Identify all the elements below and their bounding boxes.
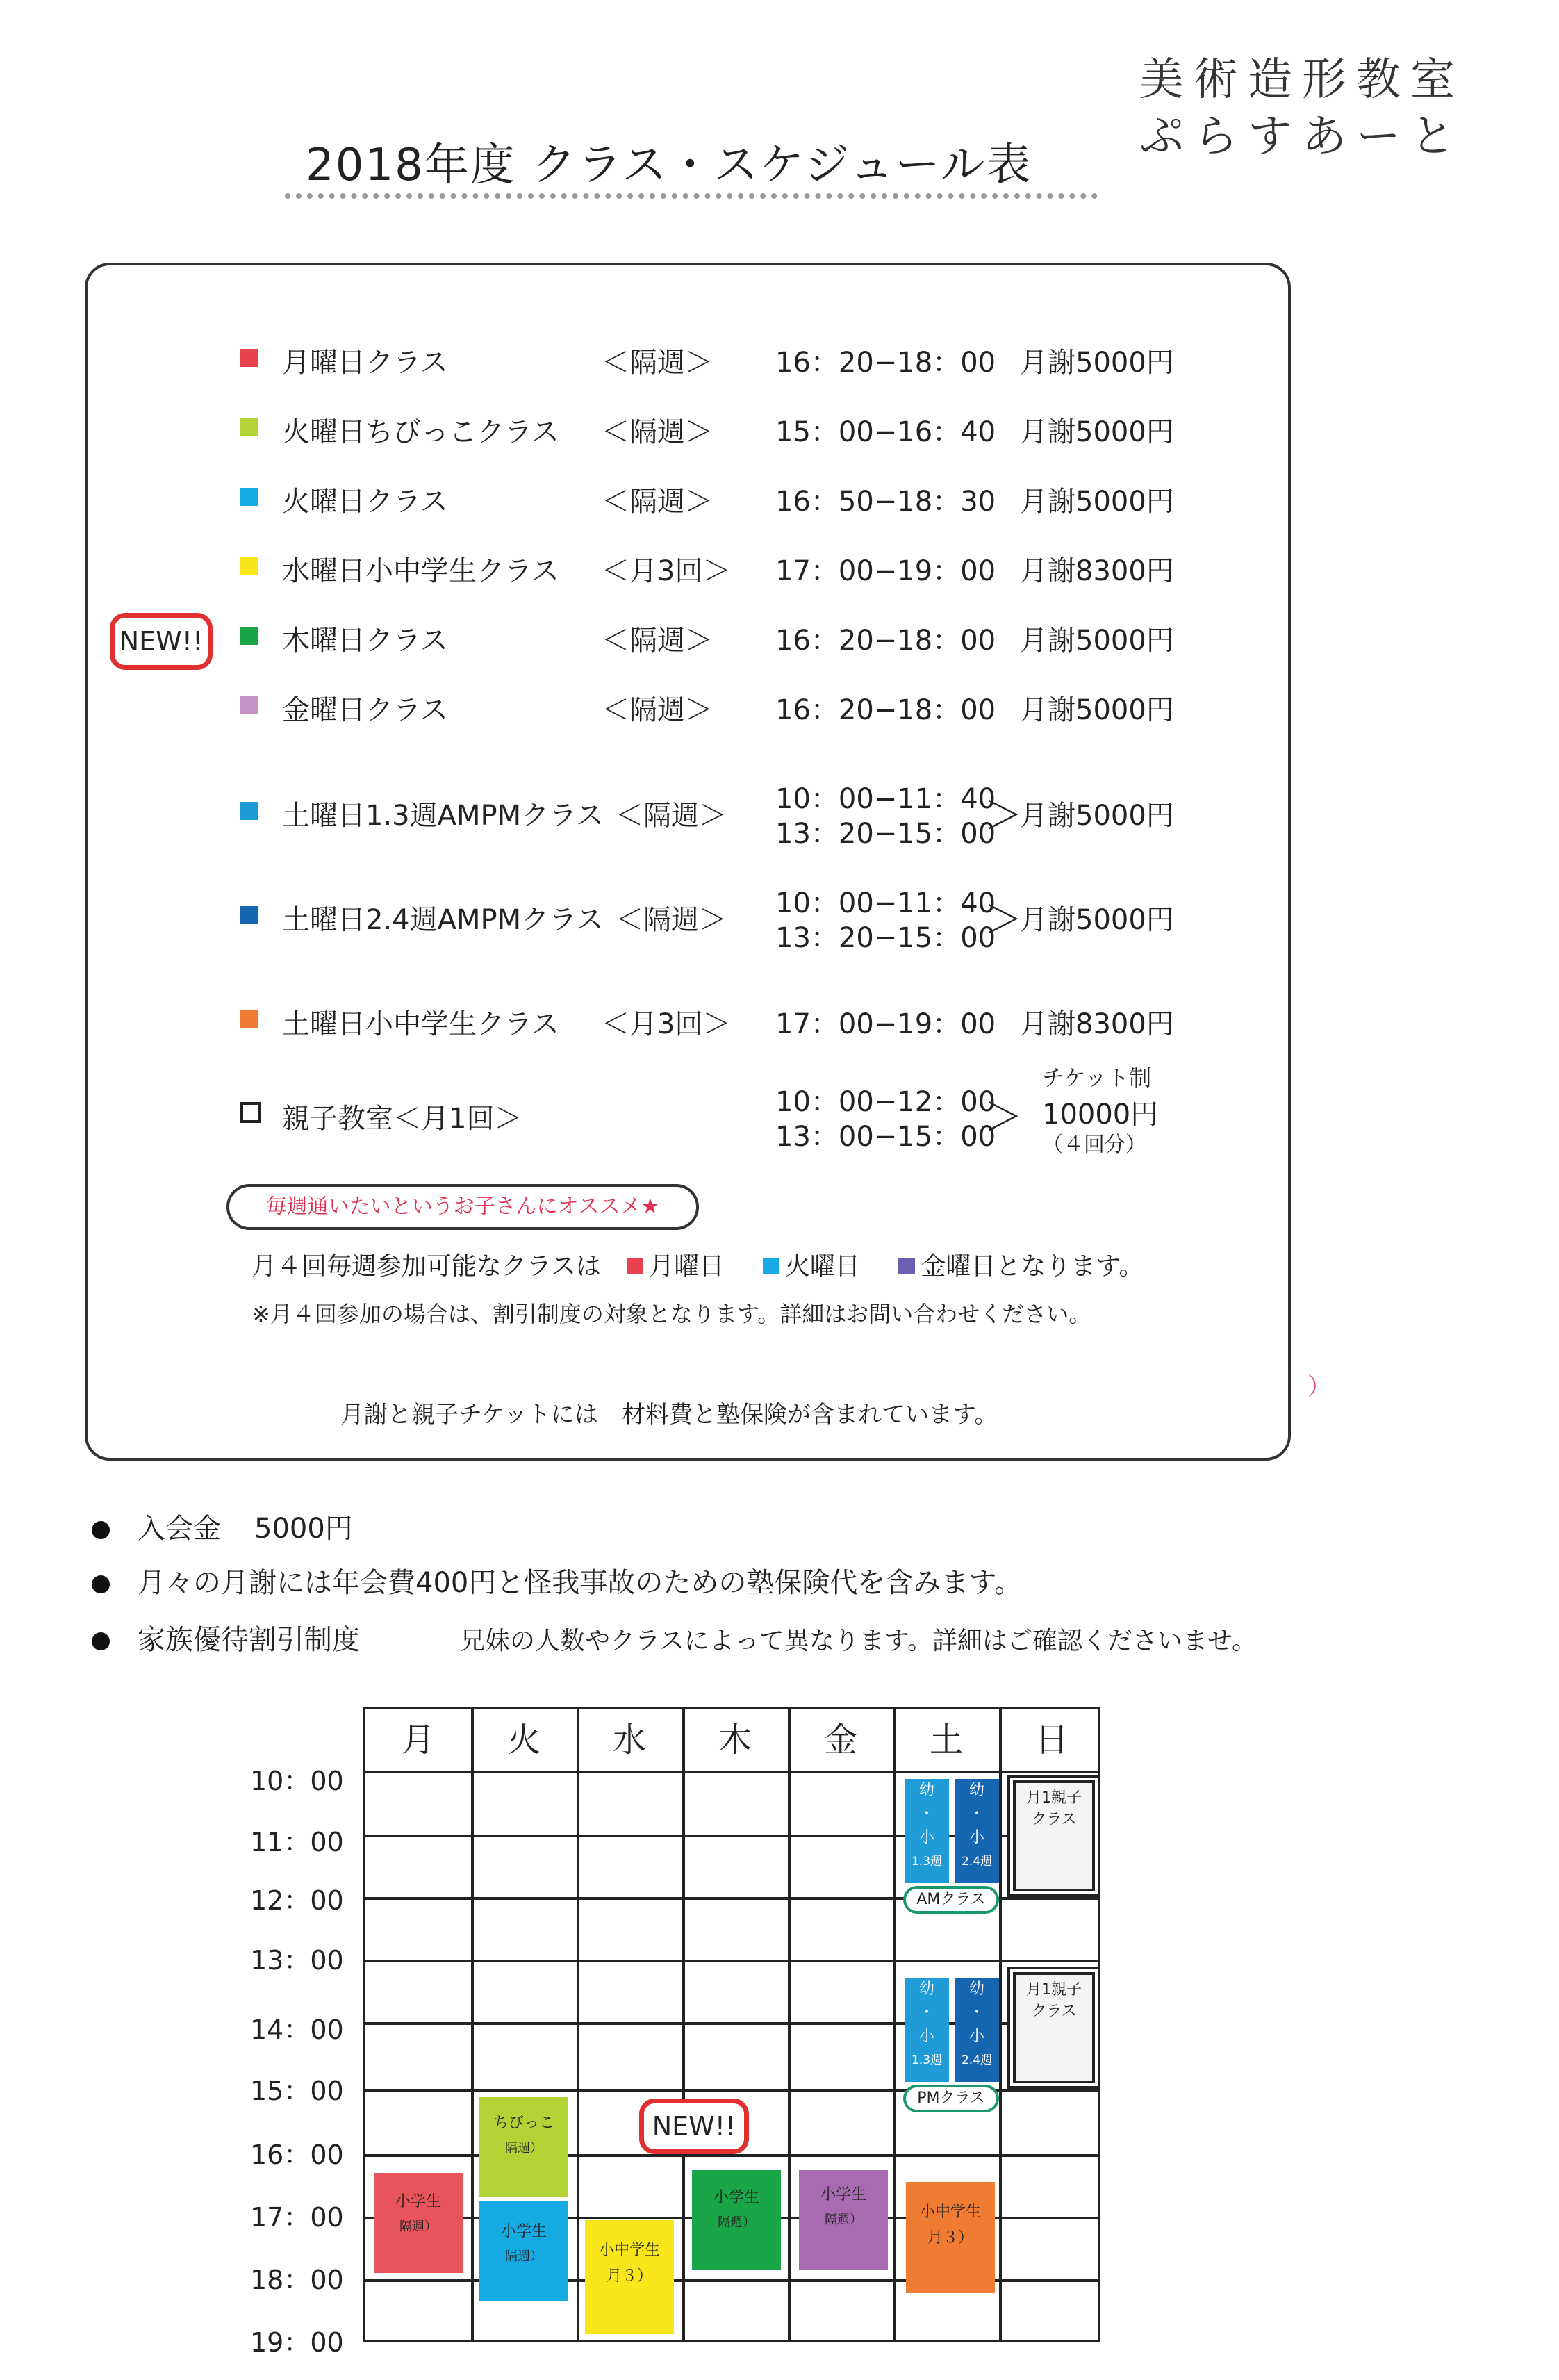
bullet-text: 兄妹の人数やクラスによって異なります。詳細はご確認くださいませ。 <box>460 1627 1257 1655</box>
includes-note: 月謝と親子チケットには 材料費と塾保険が含まれています。 <box>340 1401 998 1429</box>
logo <box>1139 51 1465 165</box>
time-label: 11：00 <box>250 1827 344 1857</box>
wed-class-block <box>585 2220 674 2334</box>
family-time-2: 13：00−15：00 <box>775 1121 996 1153</box>
sat-jh-class-block <box>906 2182 995 2293</box>
bullet-family-discount <box>92 1618 1257 1657</box>
class-color-square-icon <box>240 906 258 924</box>
sat-week: 2.4週 <box>961 1855 993 1869</box>
sat-label-b: 小 <box>968 1829 984 1846</box>
block-label: 小中学生 <box>919 2203 981 2221</box>
schedule-box <box>85 263 1291 1461</box>
sat-pm-24-block <box>955 1978 999 2082</box>
bullet-monthly-fee <box>92 1561 1022 1600</box>
block-label: 小中学生 <box>598 2242 660 2259</box>
class-color-square-icon <box>240 349 258 367</box>
time-label: 12：00 <box>250 1885 344 1916</box>
block-label: 小学生 <box>820 2186 866 2203</box>
family-square-icon <box>240 1102 261 1123</box>
family-class-name: 親子教室＜月1回＞ <box>282 1103 522 1135</box>
sun-pm-family-block <box>1007 1967 1100 2089</box>
grid-row-line <box>365 2154 1098 2157</box>
block-sublabel: クラス <box>1031 2003 1077 2020</box>
class-fee: 月謝5000円 <box>1020 904 1174 936</box>
block-sublabel: クラス <box>1031 1811 1077 1828</box>
day-header: 土 <box>929 1721 963 1759</box>
time-label: 10：00 <box>250 1766 344 1796</box>
class-time-2: 13：20−15：00 <box>775 922 996 954</box>
stray-mark: ） <box>1308 1373 1331 1401</box>
time-label: 18：00 <box>250 2265 344 2295</box>
sat-label-a: 幼 <box>918 1782 934 1799</box>
weekly-prefix: 月４回毎週参加可能なクラスは <box>251 1252 601 1281</box>
family-fee-count: （４回分） <box>1042 1133 1146 1157</box>
day-header: 木 <box>718 1721 752 1759</box>
block-label: 小学生 <box>500 2223 547 2240</box>
tue-chibi-class-block <box>479 2097 568 2197</box>
class-fee: 月謝8300円 <box>1020 555 1174 587</box>
sat-am-24-block <box>955 1779 999 1883</box>
time-label: 14：00 <box>250 2014 344 2045</box>
new-badge: NEW!! <box>110 613 213 670</box>
tue-square-icon <box>763 1258 780 1274</box>
class-name: 木曜日クラス <box>282 625 448 657</box>
time-label: 16：00 <box>250 2140 344 2170</box>
sun-am-family-block <box>1007 1775 1100 1897</box>
logo-line1: 美術造形教室 <box>1139 54 1465 106</box>
block-label: 月1親子 <box>1026 1789 1082 1807</box>
sat-pm-13-block <box>905 1978 949 2082</box>
bullet-icon <box>92 1632 110 1650</box>
family-fee-ticket: チケット制 <box>1042 1065 1152 1091</box>
time-label: 15：00 <box>250 2076 344 2106</box>
block-sublabel: 月３） <box>606 2267 652 2285</box>
class-color-square-icon <box>240 418 258 436</box>
class-frequency: ＜隔週＞ <box>602 416 713 448</box>
class-color-square-icon <box>240 488 258 506</box>
class-color-square-icon <box>240 627 258 645</box>
block-sublabel: 隔週） <box>825 2213 862 2227</box>
sat-label-b: 小 <box>918 1829 934 1846</box>
family-fee-amount: 10000円 <box>1042 1099 1159 1131</box>
weekly-tue: 火曜日 <box>784 1252 860 1281</box>
mon-square-icon <box>627 1258 643 1274</box>
sat-week: 2.4週 <box>961 2053 993 2067</box>
sat-label-dot: ・ <box>918 1805 934 1823</box>
time-label: 19：00 <box>250 2327 344 2358</box>
mon-class-block <box>374 2173 463 2273</box>
class-fee: 月謝5000円 <box>1020 625 1174 657</box>
class-fee: 月謝8300円 <box>1020 1008 1174 1040</box>
page-title: 2018年度 クラス・スケジュール表 <box>306 140 1032 191</box>
time-label: 13：00 <box>250 1945 344 1976</box>
am-class-pill: AMクラス <box>903 1886 999 1914</box>
class-time: 16：20−18：00 <box>775 694 996 726</box>
bullet-entry-fee <box>92 1507 353 1546</box>
sat-am-13-block <box>905 1779 949 1883</box>
sat-label-b: 小 <box>968 2028 984 2045</box>
sat-label-dot: ・ <box>918 2004 934 2021</box>
class-name: 土曜日小中学生クラス <box>282 1008 559 1040</box>
class-fee: 月謝5000円 <box>1020 694 1174 726</box>
block-label: 月1親子 <box>1026 1981 1082 1999</box>
bullet-icon <box>92 1575 110 1593</box>
class-name: 土曜日2.4週AMPMクラス <box>282 904 604 936</box>
timetable-grid <box>363 1707 1100 2342</box>
class-time: 16：20−18：00 <box>775 347 996 379</box>
class-color-square-icon <box>240 557 258 575</box>
sat-week: 1.3週 <box>911 2053 943 2067</box>
class-name: 月曜日クラス <box>282 347 448 379</box>
time-label: 17：00 <box>250 2202 344 2233</box>
fri-class-block <box>799 2170 888 2270</box>
grid-row-line <box>365 1771 1098 1773</box>
title-underline <box>285 193 1098 199</box>
bullet-label: 入会金 <box>138 1513 221 1545</box>
class-frequency: ＜隔週＞ <box>602 694 713 726</box>
day-header: 火 <box>506 1721 541 1759</box>
day-header: 水 <box>612 1721 646 1759</box>
bullet-label: 月々の月謝には年会費400円と怪我事故のための塾保険代を含みます。 <box>138 1567 1023 1599</box>
grid-row-line <box>365 1960 1098 1962</box>
bullet-icon <box>92 1521 110 1539</box>
class-frequency: ＜月3回＞ <box>602 1008 731 1040</box>
class-fee: 月謝5000円 <box>1020 347 1174 379</box>
class-name: 金曜日クラス <box>282 694 448 726</box>
block-label: 小学生 <box>713 2189 759 2206</box>
class-name: 土曜日1.3週AMPMクラス <box>282 800 604 832</box>
class-name: 火曜日クラス <box>282 486 448 518</box>
block-sublabel: 隔週） <box>505 2141 543 2156</box>
block-label: 小学生 <box>395 2193 441 2210</box>
tue-class-block <box>479 2201 568 2301</box>
class-arrow: ＞ <box>984 794 1023 839</box>
sat-week: 1.3週 <box>911 1855 943 1869</box>
block-sublabel: 隔週） <box>718 2215 755 2230</box>
class-frequency: ＜隔週＞ <box>602 486 713 518</box>
class-color-square-icon <box>240 802 258 820</box>
recommend-pill: 毎週通いたいというお子さんにオススメ★ <box>226 1184 699 1230</box>
logo-line2: ぷらすあーと <box>1139 111 1465 163</box>
class-time: 15：00−16：40 <box>775 416 996 448</box>
timetable-new-badge: NEW!! <box>639 2099 749 2154</box>
thu-class-block <box>692 2170 781 2270</box>
weekly-classes-line <box>251 1247 1144 1282</box>
pm-class-pill: PMクラス <box>903 2085 999 2112</box>
class-frequency: ＜月3回＞ <box>602 555 731 587</box>
class-frequency: ＜隔週＞ <box>602 625 713 657</box>
family-arrow: ＞ <box>984 1095 1023 1140</box>
class-time: 16：20−18：00 <box>775 625 996 657</box>
sat-label-a: 幼 <box>968 1980 984 1998</box>
class-time: 16：50−18：30 <box>775 486 996 518</box>
bullet-label: 家族優待割引制度 <box>138 1624 360 1656</box>
block-sublabel: 隔週） <box>505 2249 543 2264</box>
weekly-mon: 月曜日 <box>649 1252 725 1281</box>
bullet-text: 5000円 <box>254 1513 353 1545</box>
sat-label-b: 小 <box>918 2028 934 2045</box>
class-frequency: ＜隔週＞ <box>602 347 713 379</box>
class-time-2: 13：20−15：00 <box>775 818 996 850</box>
class-fee: 月謝5000円 <box>1020 486 1174 518</box>
class-frequency: ＜隔週＞ <box>616 904 727 936</box>
class-color-square-icon <box>240 1010 258 1028</box>
day-header: 金 <box>823 1721 857 1759</box>
sat-label-dot: ・ <box>968 1805 984 1823</box>
class-fee: 月謝5000円 <box>1020 416 1174 448</box>
discount-note: ※月４回参加の場合は、割引制度の対象となります。詳細はお問い合わせください。 <box>251 1301 1091 1327</box>
class-time: 17：00−19：00 <box>775 1008 996 1040</box>
class-fee: 月謝5000円 <box>1020 800 1174 832</box>
class-color-square-icon <box>240 696 258 714</box>
sat-label-dot: ・ <box>968 2004 984 2021</box>
class-name: 水曜日小中学生クラス <box>282 555 559 587</box>
block-sublabel: 隔週） <box>399 2219 437 2234</box>
block-label: ちびっこ <box>493 2115 554 2132</box>
block-sublabel: 月３） <box>927 2229 973 2247</box>
weekly-fri: 金曜日となります。 <box>921 1252 1144 1281</box>
class-arrow: ＞ <box>984 898 1023 943</box>
class-time-1: 10：00−11：40 <box>775 887 996 919</box>
day-header: 月 <box>401 1721 435 1759</box>
class-time-1: 10：00−11：40 <box>775 783 996 815</box>
fri-square-icon <box>898 1258 915 1274</box>
day-header: 日 <box>1034 1721 1069 1759</box>
family-time-1: 10：00−12：00 <box>775 1086 996 1118</box>
class-name: 火曜日ちびっこクラス <box>282 416 559 448</box>
class-time: 17：00−19：00 <box>775 555 996 587</box>
sat-label-a: 幼 <box>918 1980 934 1998</box>
class-frequency: ＜隔週＞ <box>616 800 727 832</box>
sat-label-a: 幼 <box>968 1782 984 1799</box>
